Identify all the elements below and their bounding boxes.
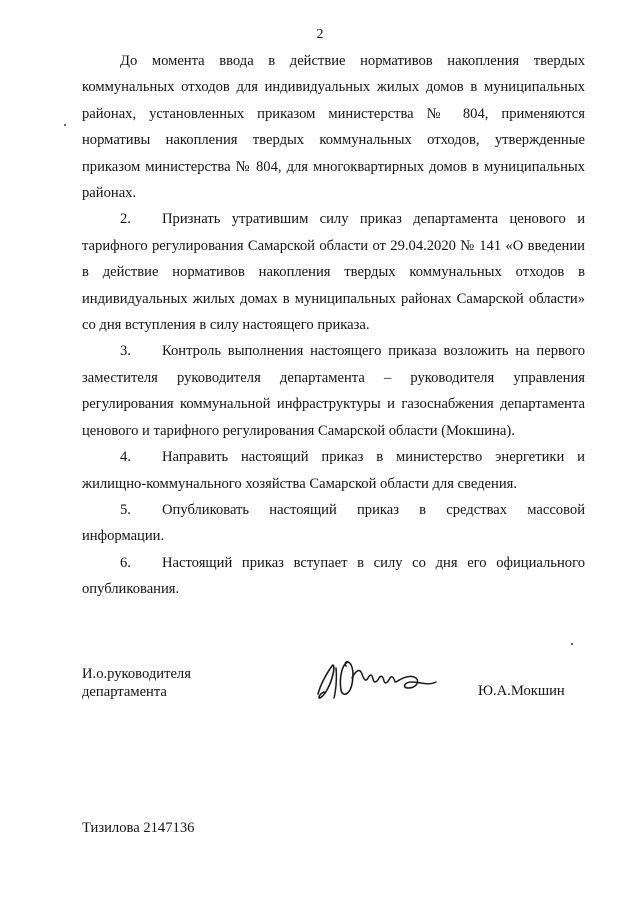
position-line-2: департамента xyxy=(82,684,167,700)
item-number: 3. xyxy=(120,343,131,360)
scan-speck xyxy=(64,124,66,126)
handwritten-signature xyxy=(310,648,445,708)
list-item xyxy=(82,444,585,497)
document-body xyxy=(82,48,585,603)
item-text: Контроль выполнения настоящего приказа возложить на первого заместителя руководителя департамента – руководителя управления регулирования коммунальной инфраструктуры и газоснабжения департамента ценового и тарифного регулирования Самарской области (Мокшина). xyxy=(82,343,585,439)
list-item xyxy=(82,206,585,338)
page-number: 2 xyxy=(316,27,324,42)
list-item xyxy=(82,497,585,550)
item-text: Опубликовать настоящий приказ в средствах массовой информации. xyxy=(82,501,585,545)
item-number: 6. xyxy=(120,554,131,571)
item-text: Настоящий приказ вступает в силу со дня его официального опубликования. xyxy=(82,554,585,598)
intro-paragraph: До момента ввода в действие нормативов накопления твердых коммунальных отходов для индивидуальных жилых домов в муниципальных районах, установленных приказом министерства № 804, применяются нормативы накопления твердых коммунальных отходов, утвержденные приказом министерства № 804, для многоквартирных домов в муниципальных районах. xyxy=(82,53,585,202)
item-text: Признать утратившим силу приказ департамента ценового и тарифного регулирования Самарской области от 29.04.2020 № 141 «О введении в действие нормативов накопления твердых коммунальных отходов в индивидуальных жилых домах в муниципальных районах Самарской области» со дня вступления в силу настоящего приказа. xyxy=(82,211,585,334)
list-item xyxy=(82,550,585,603)
item-text: Направить настоящий приказ в министерство энергетики и жилищно-коммунального хозяйства Самарской области для сведения. xyxy=(82,449,585,492)
signer-name: Ю.А.Мокшин xyxy=(478,683,565,699)
list-item xyxy=(82,338,585,444)
position-line-1: И.о.руководителя xyxy=(82,666,191,682)
item-number: 4. xyxy=(120,449,131,466)
item-number: 5. xyxy=(120,501,131,518)
item-number: 2. xyxy=(120,211,131,228)
executor-contact: Тизилова 2147136 xyxy=(82,820,195,836)
signatory-position xyxy=(82,665,191,701)
scan-speck xyxy=(571,643,573,645)
